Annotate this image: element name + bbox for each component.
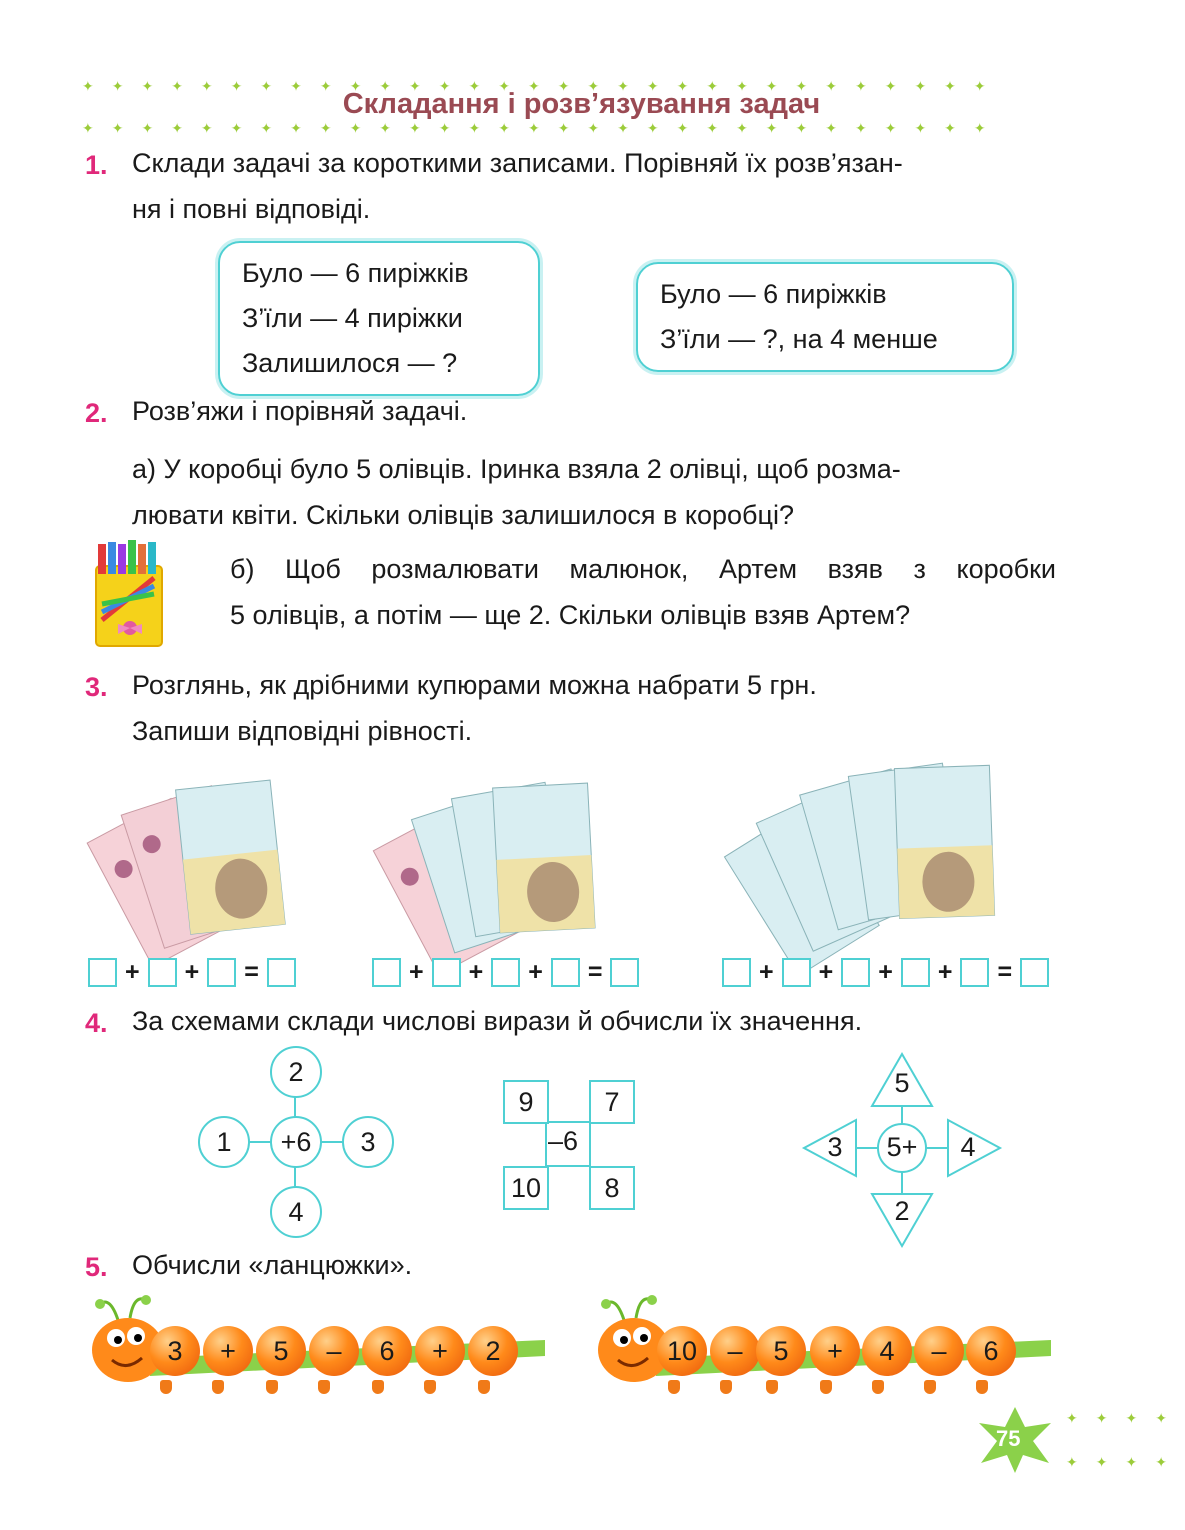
page-title: Складання і розв’язування задач xyxy=(342,88,821,120)
chain-2-item: 4 xyxy=(862,1326,912,1376)
caterpillar-leg xyxy=(720,1380,732,1394)
chain-1-item: + xyxy=(415,1326,465,1376)
task-3-text-line2: Запиши відповідні рівності. xyxy=(132,716,473,746)
chain-1-item: 5 xyxy=(256,1326,306,1376)
answer-box[interactable] xyxy=(267,958,296,987)
equation-row-1 xyxy=(84,957,300,987)
box1-line3: Залишилося — ? xyxy=(242,348,458,378)
box1-line1: Було — 6 пиріжків xyxy=(242,258,469,288)
answer-box[interactable] xyxy=(148,958,177,987)
scheme-1-top: 2 xyxy=(270,1046,322,1098)
banknotes-set-2-image xyxy=(395,768,615,943)
caterpillar-leg xyxy=(668,1380,680,1394)
task-5-number: 5. xyxy=(85,1252,108,1282)
scheme-2-bottom-left: 10 xyxy=(503,1166,549,1210)
task-5-text: Обчисли «ланцюжки». xyxy=(132,1250,413,1280)
task-2-text: Розв’яжи і порівняй задачі. xyxy=(132,396,468,426)
plus-sign: + xyxy=(937,957,953,986)
answer-box[interactable] xyxy=(722,958,751,987)
answer-box[interactable] xyxy=(491,958,520,987)
chain-2-item: 6 xyxy=(966,1326,1016,1376)
chain-2-item: 10 xyxy=(657,1326,707,1376)
caterpillar-leg xyxy=(820,1380,832,1394)
answer-box[interactable] xyxy=(901,958,930,987)
plus-sign: + xyxy=(818,957,834,986)
page-number: 75 xyxy=(996,1426,1021,1451)
task-1-number: 1. xyxy=(85,150,108,180)
box2-line2: З’їли — ?, на 4 менше xyxy=(660,324,938,354)
scheme-1-right: 3 xyxy=(342,1116,394,1168)
equals-sign: = xyxy=(587,957,603,986)
task-1-text-line2: ня і повні відповіді. xyxy=(132,194,371,224)
caterpillar-leg xyxy=(266,1380,278,1394)
task-2b-line2: 5 олівців, а потім — ще 2. Скільки олівців взяв Артем? xyxy=(230,600,911,630)
caterpillar-leg xyxy=(766,1380,778,1394)
plus-sign: + xyxy=(468,957,484,986)
task-3-number: 3. xyxy=(85,672,108,702)
scheme-1-center: +6 xyxy=(270,1116,322,1168)
scheme-3-left: 3 xyxy=(827,1132,843,1162)
answer-box[interactable] xyxy=(372,958,401,987)
scheme-3-bottom: 2 xyxy=(894,1196,910,1226)
plus-sign: + xyxy=(125,957,140,986)
chain-2-item: – xyxy=(710,1326,760,1376)
caterpillar-leg xyxy=(924,1380,936,1394)
plus-sign: + xyxy=(528,957,543,986)
box1-line2: З’їли — 4 пиріжки xyxy=(242,303,463,333)
task-1-text-line1: Склади задачі за короткими записами. Порівняй їх розв’язан- xyxy=(132,148,903,178)
scheme-1-bottom: 4 xyxy=(270,1186,322,1238)
answer-box[interactable] xyxy=(610,958,639,987)
task-2b-line1: б) Щоб розмалювати малюнок, Артем взяв з коробки xyxy=(230,554,1056,584)
equation-row-3 xyxy=(718,957,1053,987)
decor-stars-bottom: ✦✦✦✦✦✦✦✦✦✦✦✦✦✦✦✦✦✦✦✦✦✦✦✦✦✦✦✦✦✦✦ xyxy=(82,120,1004,136)
answer-box[interactable] xyxy=(551,958,580,987)
caterpillar-leg xyxy=(372,1380,384,1394)
task-4-text: За схемами склади числові вирази й обчисли їх значення. xyxy=(132,1006,863,1036)
chain-1-item: 2 xyxy=(468,1326,518,1376)
equals-sign: = xyxy=(997,957,1013,986)
scheme-2-top-left: 9 xyxy=(503,1080,549,1124)
scheme-3-top: 5 xyxy=(894,1068,910,1098)
banknotes-set-1-image xyxy=(100,765,315,940)
task-2a-line2: лювати квіти. Скільки олівців залишилося в коробці? xyxy=(132,500,795,530)
plus-sign: + xyxy=(878,957,893,986)
answer-box[interactable] xyxy=(432,958,461,987)
answer-box[interactable] xyxy=(960,958,989,987)
short-record-box-1 xyxy=(218,241,540,396)
box2-line1: Було — 6 пиріжків xyxy=(660,279,887,309)
answer-box[interactable] xyxy=(782,958,811,987)
chain-2-item: + xyxy=(810,1326,860,1376)
scheme-2-center: –6 xyxy=(548,1126,579,1156)
scheme-2-bottom-right: 8 xyxy=(589,1166,635,1210)
chain-1-item: + xyxy=(203,1326,253,1376)
decor-stars-corner-2: ✦✦✦✦ xyxy=(1066,1454,1185,1470)
answer-box[interactable] xyxy=(88,958,117,987)
answer-box[interactable] xyxy=(207,958,236,987)
short-record-box-2 xyxy=(636,262,1014,372)
decor-stars-top: ✦✦✦✦✦✦✦✦✦✦✦✦✦✦✦✦✦✦✦✦✦✦✦✦✦✦✦✦✦✦✦ xyxy=(82,78,1004,94)
caterpillar-leg xyxy=(424,1380,436,1394)
chain-2-item: 5 xyxy=(756,1326,806,1376)
answer-box[interactable] xyxy=(841,958,870,987)
chain-1-item: – xyxy=(309,1326,359,1376)
answer-box[interactable] xyxy=(1020,958,1049,987)
caterpillar-leg xyxy=(976,1380,988,1394)
task-2-number: 2. xyxy=(85,398,108,428)
task-3-text-line1: Розглянь, як дрібними купюрами можна набрати 5 грн. xyxy=(132,670,817,700)
scheme-2-top-right: 7 xyxy=(589,1080,635,1124)
plus-sign: + xyxy=(184,957,200,986)
caterpillar-leg xyxy=(212,1380,224,1394)
chain-2-item: – xyxy=(914,1326,964,1376)
caterpillar-leg xyxy=(160,1380,172,1394)
caterpillar-leg xyxy=(318,1380,330,1394)
chain-1-item: 3 xyxy=(150,1326,200,1376)
scheme-3-right: 4 xyxy=(960,1132,976,1162)
equals-sign: = xyxy=(244,957,259,986)
plus-sign: + xyxy=(409,957,424,986)
task-4-number: 4. xyxy=(85,1008,108,1038)
chain-1-item: 6 xyxy=(362,1326,412,1376)
banknotes-set-3-image xyxy=(765,748,1010,943)
plus-sign: + xyxy=(759,957,774,986)
task-2a-line1: а) У коробці було 5 олівців. Іринка взяла 2 олівці, щоб розма- xyxy=(132,454,901,484)
caterpillar-leg xyxy=(872,1380,884,1394)
scheme-1-left: 1 xyxy=(198,1116,250,1168)
decor-stars-corner-1: ✦✦✦✦ xyxy=(1066,1410,1185,1426)
pencil-box-icon xyxy=(88,540,168,648)
equation-row-2 xyxy=(368,957,643,987)
scheme-3-center: 5+ xyxy=(886,1132,918,1162)
caterpillar-leg xyxy=(478,1380,490,1394)
